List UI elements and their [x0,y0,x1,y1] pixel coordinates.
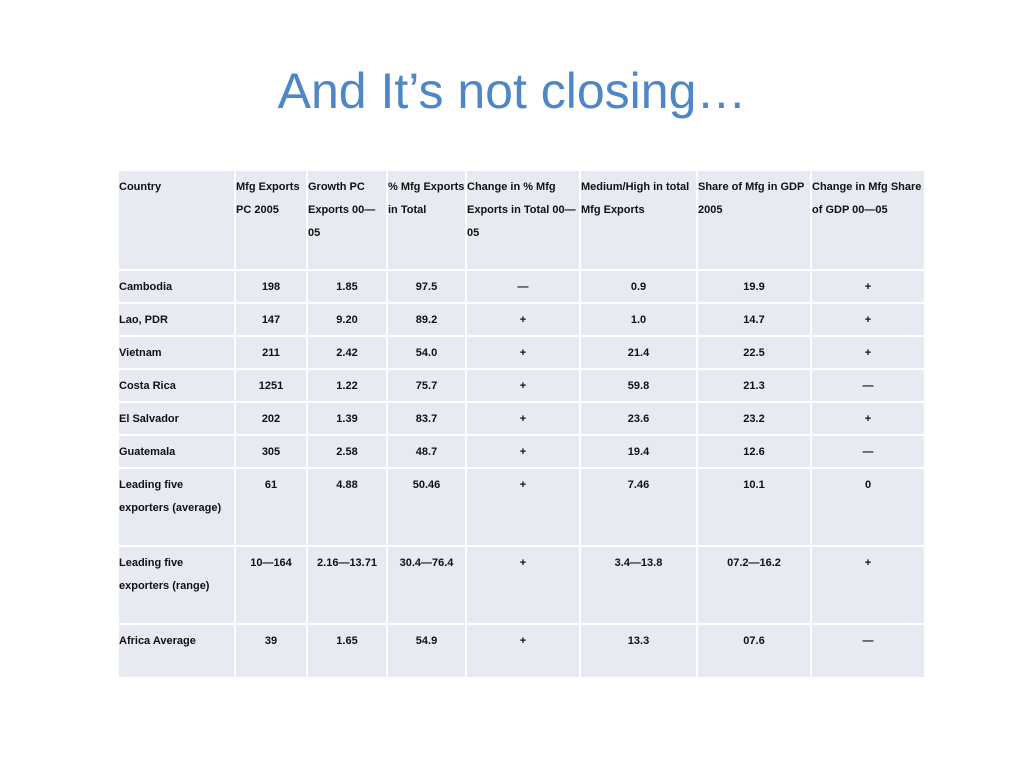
value-cell: 1.0 [580,303,697,336]
table-row [119,336,925,369]
value-cell: 59.8 [580,369,697,402]
value-cell: 10—164 [235,546,307,624]
value-cell: 19.4 [580,435,697,468]
column-header: % Mfg Exports in Total [387,171,466,270]
value-cell: 50.46 [387,468,466,546]
value-cell: + [811,546,925,624]
value-cell: 1.65 [307,624,387,678]
value-cell: — [811,624,925,678]
value-cell: — [466,270,580,303]
value-cell: + [466,435,580,468]
value-cell: 21.4 [580,336,697,369]
slide-title: And It’s not closing… [277,63,747,119]
value-cell: — [811,435,925,468]
value-cell: 30.4—76.4 [387,546,466,624]
value-cell: 83.7 [387,402,466,435]
column-header: Share of Mfg in GDP 2005 [697,171,811,270]
table-row [119,435,925,468]
value-cell: 14.7 [697,303,811,336]
value-cell: 198 [235,270,307,303]
value-cell: 1.22 [307,369,387,402]
value-cell: 23.6 [580,402,697,435]
country-cell: Leading five exporters (range) [119,546,235,624]
value-cell: 19.9 [697,270,811,303]
value-cell: 0 [811,468,925,546]
value-cell: 2.42 [307,336,387,369]
value-cell: + [811,303,925,336]
table-row [119,546,925,624]
value-cell: 9.20 [307,303,387,336]
value-cell: 22.5 [697,336,811,369]
column-header: Medium/High in total Mfg Exports [580,171,697,270]
value-cell: 89.2 [387,303,466,336]
country-cell: Africa Average [119,624,235,678]
table-row [119,402,925,435]
country-cell: Vietnam [119,336,235,369]
table-row [119,468,925,546]
value-cell: 2.58 [307,435,387,468]
value-cell: 147 [235,303,307,336]
table-row [119,369,925,402]
value-cell: + [466,546,580,624]
value-cell: + [811,336,925,369]
column-header: Change in Mfg Share of GDP 00—05 [811,171,925,270]
value-cell: + [466,468,580,546]
value-cell: 1.39 [307,402,387,435]
country-cell: Cambodia [119,270,235,303]
value-cell: 07.6 [697,624,811,678]
table-row [119,303,925,336]
value-cell: 1251 [235,369,307,402]
column-header: Change in % Mfg Exports in Total 00—05 [466,171,580,270]
value-cell: 0.9 [580,270,697,303]
column-header: Mfg Exports PC 2005 [235,171,307,270]
country-cell: Costa Rica [119,369,235,402]
country-cell: Lao, PDR [119,303,235,336]
value-cell: 54.9 [387,624,466,678]
header-row [119,171,925,270]
value-cell: 12.6 [697,435,811,468]
value-cell: + [466,369,580,402]
value-cell: — [811,369,925,402]
value-cell: 39 [235,624,307,678]
value-cell: + [466,336,580,369]
value-cell: 21.3 [697,369,811,402]
value-cell: 23.2 [697,402,811,435]
value-cell: 10.1 [697,468,811,546]
data-table [119,171,926,679]
column-header: Country [119,171,235,270]
value-cell: + [466,303,580,336]
value-cell: 75.7 [387,369,466,402]
value-cell: 07.2—16.2 [697,546,811,624]
value-cell: 211 [235,336,307,369]
table-row [119,270,925,303]
value-cell: 3.4—13.8 [580,546,697,624]
value-cell: 7.46 [580,468,697,546]
column-header: Growth PC Exports 00—05 [307,171,387,270]
value-cell: 48.7 [387,435,466,468]
value-cell: 202 [235,402,307,435]
value-cell: 4.88 [307,468,387,546]
value-cell: 13.3 [580,624,697,678]
value-cell: 305 [235,435,307,468]
value-cell: 2.16—13.71 [307,546,387,624]
value-cell: + [811,270,925,303]
value-cell: 54.0 [387,336,466,369]
value-cell: + [811,402,925,435]
table-row [119,624,925,678]
value-cell: 1.85 [307,270,387,303]
country-cell: Leading five exporters (average) [119,468,235,546]
country-cell: El Salvador [119,402,235,435]
value-cell: + [466,402,580,435]
value-cell: 61 [235,468,307,546]
value-cell: + [466,624,580,678]
value-cell: 97.5 [387,270,466,303]
country-cell: Guatemala [119,435,235,468]
